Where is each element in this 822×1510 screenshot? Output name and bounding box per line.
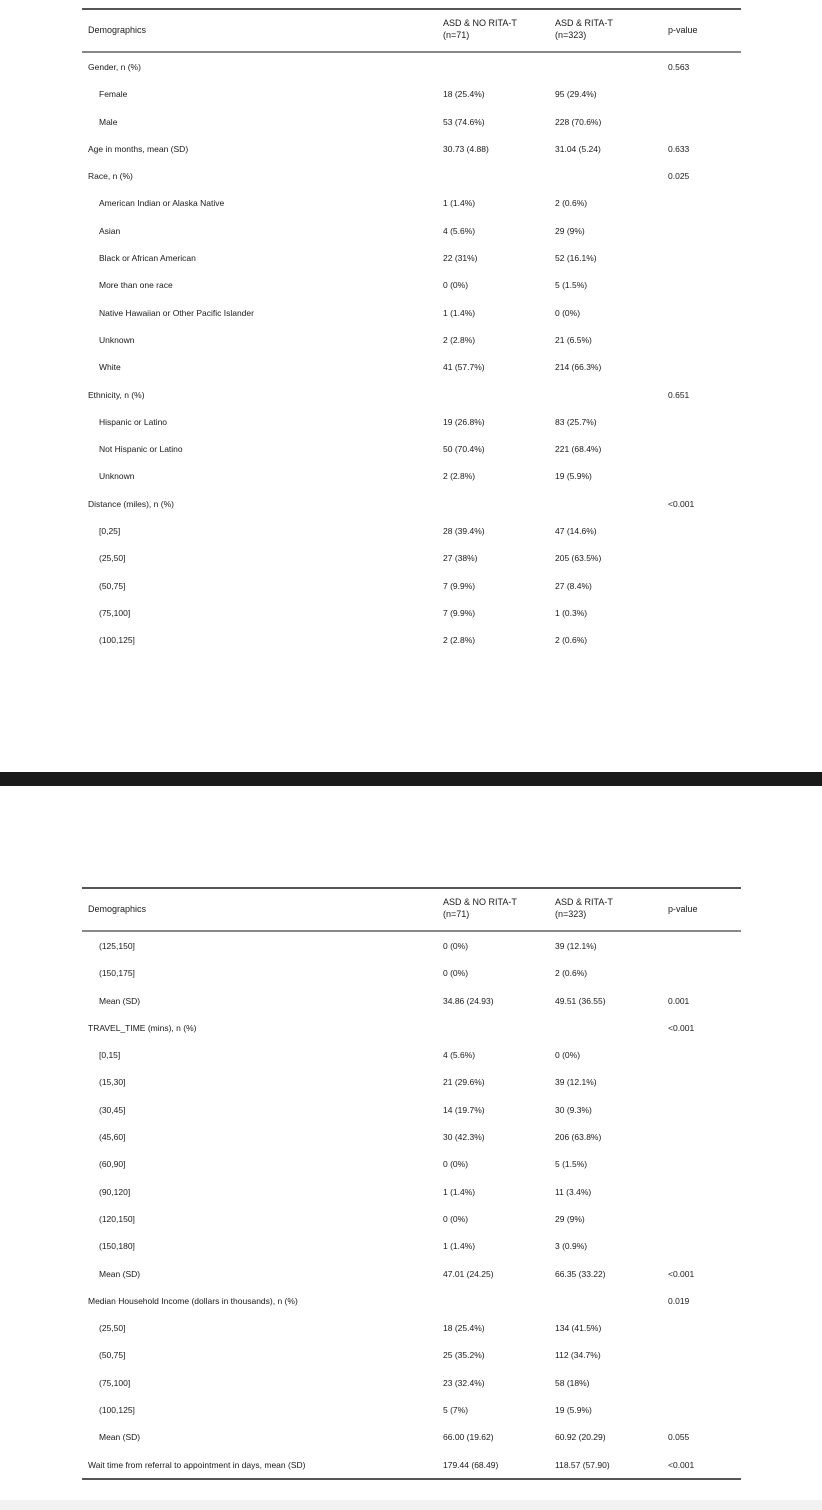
group2-value: 11 (3.4%) [555, 1186, 592, 1197]
demographics-table-top [82, 8, 741, 654]
header-group2-n: (n=323) [555, 909, 587, 919]
table-row [82, 1123, 741, 1150]
row-label: (75,100] [99, 607, 131, 618]
p-value: 0.001 [668, 995, 690, 1006]
row-label: Not Hispanic or Latino [99, 444, 183, 455]
group2-value: 118.57 (57.90) [555, 1459, 610, 1470]
group1-value: 27 (38%) [443, 553, 478, 564]
row-label: [0,25] [99, 526, 121, 537]
group1-value: 30 (42.3%) [443, 1132, 485, 1143]
table-row [82, 1260, 741, 1287]
header-group2 [555, 896, 613, 920]
row-label: [0,15] [99, 1050, 121, 1061]
group2-value: 58 (18%) [555, 1377, 590, 1388]
group2-value: 19 (5.9%) [555, 1405, 592, 1416]
row-label: Female [99, 89, 128, 100]
page-divider [0, 772, 822, 786]
group1-value: 18 (25.4%) [443, 1323, 485, 1334]
table-row [82, 932, 741, 959]
group1-value: 34.86 (24.93) [443, 995, 494, 1006]
row-label: (150,175] [99, 968, 135, 979]
p-value: <0.001 [668, 1022, 695, 1033]
group1-value: 1 (1.4%) [443, 307, 476, 318]
group1-value: 2 (2.8%) [443, 334, 476, 345]
group1-value: 7 (9.9%) [443, 580, 476, 591]
table-row [82, 1232, 741, 1259]
table-row [82, 244, 741, 271]
p-value: <0.001 [668, 498, 695, 509]
p-value: 0.651 [668, 389, 690, 400]
demographics-table-bottom [82, 887, 741, 1480]
table-row [82, 987, 741, 1014]
row-label: White [99, 362, 121, 373]
group1-value: 5 (7%) [443, 1405, 469, 1416]
group2-value: 2 (0.6%) [555, 635, 588, 646]
table-row [82, 162, 741, 189]
table-row [82, 435, 741, 462]
table-row [82, 408, 741, 435]
table-row [82, 462, 741, 489]
table-row [82, 1205, 741, 1232]
row-label: Distance (miles), n (%) [88, 498, 174, 509]
row-label: Race, n (%) [88, 171, 133, 182]
table-row [82, 217, 741, 244]
table-row [82, 80, 741, 107]
p-value: 0.019 [668, 1295, 690, 1306]
p-value: 0.633 [668, 143, 690, 154]
group1-value: 23 (32.4%) [443, 1377, 485, 1388]
table-row [82, 1014, 741, 1041]
header-group1 [443, 896, 517, 920]
row-label: Median Household Income (dollars in thousands), n (%) [88, 1295, 298, 1306]
row-label: (125,150] [99, 941, 135, 951]
row-label: TRAVEL_TIME (mins), n (%) [88, 1022, 197, 1033]
group2-value: 205 (63.5%) [555, 553, 602, 564]
row-label: (25,50] [99, 1323, 126, 1334]
table-header [82, 887, 741, 932]
row-label: (25,50] [99, 553, 126, 564]
p-value: 0.563 [668, 62, 690, 72]
table-row [82, 1369, 741, 1396]
group1-value: 0 (0%) [443, 1159, 469, 1170]
table-row [82, 490, 741, 517]
table-row [82, 1096, 741, 1123]
table-row [82, 599, 741, 626]
group2-value: 5 (1.5%) [555, 280, 588, 291]
group1-value: 4 (5.6%) [443, 225, 476, 236]
group1-value: 41 (57.7%) [443, 362, 485, 373]
group1-value: 18 (25.4%) [443, 89, 485, 100]
p-value: 0.055 [668, 1432, 690, 1443]
group2-value: 21 (6.5%) [555, 334, 592, 345]
table-row [82, 1178, 741, 1205]
group1-value: 7 (9.9%) [443, 607, 476, 618]
group2-value: 1 (0.3%) [555, 607, 588, 618]
group2-value: 0 (0%) [555, 307, 581, 318]
table-row [82, 544, 741, 571]
group1-value: 1 (1.4%) [443, 198, 476, 209]
group1-value: 25 (35.2%) [443, 1350, 485, 1361]
row-label: Age in months, mean (SD) [88, 143, 189, 154]
header-pvalue: p-value [668, 25, 698, 35]
group2-value: 0 (0%) [555, 1050, 581, 1061]
row-label: American Indian or Alaska Native [99, 198, 225, 209]
table-row [82, 517, 741, 544]
group2-value: 60.92 (20.29) [555, 1432, 606, 1443]
row-label: Ethnicity, n (%) [88, 389, 145, 400]
row-label: Hispanic or Latino [99, 416, 168, 427]
row-label: (100,125] [99, 635, 135, 646]
table-row [82, 1423, 741, 1450]
row-label: (50,75] [99, 580, 126, 591]
row-label: Male [99, 116, 118, 127]
group2-value: 134 (41.5%) [555, 1323, 602, 1334]
header-group2-name: ASD & RITA-T [555, 897, 613, 907]
table-row [82, 189, 741, 216]
group1-value: 47.01 (24.25) [443, 1268, 494, 1279]
group2-value: 3 (0.9%) [555, 1241, 588, 1252]
group2-value: 5 (1.5%) [555, 1159, 588, 1170]
table-row [82, 1150, 741, 1177]
table-body-top [82, 53, 741, 654]
group2-value: 39 (12.1%) [555, 1077, 597, 1088]
group1-value: 0 (0%) [443, 968, 469, 979]
table-row [82, 299, 741, 326]
table-row [82, 108, 741, 135]
table-body-bottom [82, 932, 741, 1480]
header-group2-name: ASD & RITA-T [555, 18, 613, 28]
group2-value: 27 (8.4%) [555, 580, 592, 591]
row-label: (30,45] [99, 1104, 126, 1115]
table-row [82, 135, 741, 162]
row-label: Black or African American [99, 253, 196, 264]
row-label: Mean (SD) [99, 1268, 141, 1279]
group2-value: 221 (68.4%) [555, 444, 602, 455]
row-label: (75,100] [99, 1377, 131, 1388]
row-label: (150,180] [99, 1241, 135, 1252]
row-label: (120,150] [99, 1213, 135, 1224]
group1-value: 179.44 (68.49) [443, 1459, 499, 1470]
table-row [82, 959, 741, 986]
group1-value: 1 (1.4%) [443, 1186, 476, 1197]
p-value: 0.025 [668, 171, 690, 182]
row-label: (90,120] [99, 1186, 131, 1197]
group2-value: 47 (14.6%) [555, 526, 597, 537]
group2-value: 83 (25.7%) [555, 416, 597, 427]
table-row [82, 1068, 741, 1095]
group1-value: 14 (19.7%) [443, 1104, 485, 1115]
group2-value: 49.51 (36.55) [555, 995, 606, 1006]
row-label: (45,60] [99, 1132, 126, 1143]
table-row [82, 626, 741, 653]
group2-value: 31.04 (5.24) [555, 143, 601, 154]
group2-value: 228 (70.6%) [555, 116, 602, 127]
row-label: Native Hawaiian or Other Pacific Islander [99, 307, 254, 318]
group1-value: 19 (26.8%) [443, 416, 485, 427]
group1-value: 1 (1.4%) [443, 1241, 476, 1252]
table-row [82, 1287, 741, 1314]
group1-value: 0 (0%) [443, 941, 469, 951]
row-label: (60,90] [99, 1159, 126, 1170]
row-label: Wait time from referral to appointment in days, mean (SD) [88, 1459, 306, 1470]
row-label: Unknown [99, 471, 135, 482]
table-row [82, 572, 741, 599]
group1-value: 50 (70.4%) [443, 444, 485, 455]
header-group1-n: (n=71) [443, 909, 470, 919]
row-label: (100,125] [99, 1405, 135, 1416]
header-pvalue: p-value [668, 904, 698, 914]
p-value: <0.001 [668, 1268, 695, 1279]
group2-value: 29 (9%) [555, 1213, 585, 1224]
group2-value: 2 (0.6%) [555, 968, 588, 979]
table-row [82, 53, 741, 80]
row-label: Mean (SD) [99, 1432, 141, 1443]
group1-value: 2 (2.8%) [443, 471, 476, 482]
table-row [82, 1451, 741, 1478]
table-header [82, 8, 741, 53]
header-demographics: Demographics [88, 25, 147, 35]
group2-value: 112 (34.7%) [555, 1350, 601, 1361]
group1-value: 30.73 (4.88) [443, 143, 489, 154]
header-group2 [555, 17, 613, 41]
group1-value: 28 (39.4%) [443, 526, 485, 537]
header-group1-n: (n=71) [443, 30, 470, 40]
header-group1-name: ASD & NO RITA-T [443, 18, 517, 28]
group1-value: 53 (74.6%) [443, 116, 485, 127]
row-label: Asian [99, 225, 121, 236]
group1-value: 22 (31%) [443, 253, 478, 264]
group2-value: 206 (63.8%) [555, 1132, 602, 1143]
group2-value: 52 (16.1%) [555, 253, 597, 264]
header-group1 [443, 17, 517, 41]
table-row [82, 1314, 741, 1341]
group1-value: 0 (0%) [443, 280, 469, 291]
header-group2-n: (n=323) [555, 30, 587, 40]
bottom-strip [0, 1500, 822, 1510]
table-row [82, 1341, 741, 1368]
group1-value: 0 (0%) [443, 1213, 469, 1224]
group2-value: 66.35 (33.22) [555, 1268, 606, 1279]
row-label: Unknown [99, 334, 135, 345]
row-label: More than one race [99, 280, 173, 291]
table-row [82, 381, 741, 408]
group1-value: 21 (29.6%) [443, 1077, 485, 1088]
table-row [82, 326, 741, 353]
row-label: (15,30] [99, 1077, 126, 1088]
group2-value: 95 (29.4%) [555, 89, 597, 100]
group2-value: 19 (5.9%) [555, 471, 592, 482]
header-demographics: Demographics [88, 904, 147, 914]
table-row [82, 1396, 741, 1423]
table-row [82, 271, 741, 298]
table-row [82, 353, 741, 380]
group1-value: 4 (5.6%) [443, 1050, 476, 1061]
group2-value: 30 (9.3%) [555, 1104, 592, 1115]
row-label: Mean (SD) [99, 995, 141, 1006]
row-label: Gender, n (%) [88, 62, 141, 72]
header-group1-name: ASD & NO RITA-T [443, 897, 517, 907]
group2-value: 2 (0.6%) [555, 198, 588, 209]
table-row [82, 1041, 741, 1068]
group2-value: 29 (9%) [555, 225, 585, 236]
row-label: (50,75] [99, 1350, 126, 1361]
group1-value: 66.00 (19.62) [443, 1432, 494, 1443]
group2-value: 214 (66.3%) [555, 362, 602, 373]
group1-value: 2 (2.8%) [443, 635, 476, 646]
p-value: <0.001 [668, 1459, 695, 1470]
group2-value: 39 (12.1%) [555, 941, 597, 951]
